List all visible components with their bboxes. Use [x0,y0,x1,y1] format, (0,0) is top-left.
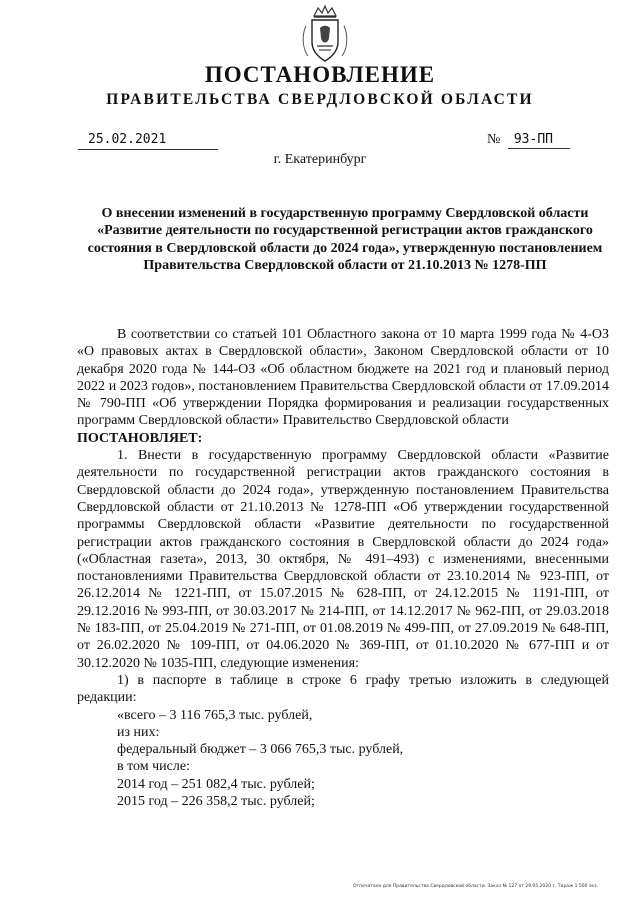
quoted-line: 2015 год – 226 358,2 тыс. рублей; [117,794,315,810]
quoted-line: из них: [117,724,160,740]
page-title: ПОСТАНОВЛЕНИЕ [204,62,436,87]
issuing-authority: ПРАВИТЕЛЬСТВА СВЕРДЛОВСКОЙ ОБЛАСТИ [106,91,534,108]
city: г. Екатеринбург [273,152,367,167]
resolves-heading: ПОСТАНОВЛЯЕТ: [77,430,203,446]
quoted-line: 2014 год – 251 082,4 тыс. рублей; [117,776,315,792]
subitem-1-paragraph: 1) в паспорте в таблице в строке 6 графу третью изложить в следующей редакции: [77,672,609,706]
document-title: О внесении изменений в государственную программу Свердловской области «Развитие деятельности по государственной регистрации актов гражданского состояния в Свердловской области до 2024 года», утвержденную постановлением Правительства Свердловской области от 21.10.2013 № 1278-ПП [87,206,603,273]
number-value: 93-ПП [508,132,570,149]
print-footer: Отпечатано для Правительства Свердловской области. Заказ № 127 от 29.05.2020 г. Тираж 1 500 экз. [353,884,598,889]
preamble-paragraph: В соответствии со статьей 101 Областного закона от 10 марта 1999 года № 4-ОЗ «О правовых актах в Свердловской области», Законом Свердловской области от 10 декабря 2020 года № 144-ОЗ «Об областном бюджете на 2021 год и плановый период 2022 и 2023 годов», постановлением Правительства Свердловской области от 17.09.2014 № 790-ПП «Об утверждении Порядка формирования и реализации государственных программ Свердловской области» Правительство Свердловской области [77,327,609,429]
document-number [487,132,570,150]
item-1-paragraph: 1. Внести в государственную программу Свердловской области «Развитие деятельности по государственной регистрации актов гражданского состояния в Свердловской области до 2024 года», утвержденную постановлением Правительства Свердловской области от 21.10.2013 № 1278-ПП «Об утверждении государственной программы Свердловской области «Развитие деятельности по государственной регистрации актов гражданского состояния в Свердловской области до 2024 года» («Областная газета», 2013, 30 октября, № 491–493) с изменениями, внесенными постановлениями Правительства Свердловской области от 23.10.2014 № 923-ПП, от 26.12.2014 № 1221-ПП, от 15.07.2015 № 628-ПП, от 24.12.2015 № 1191-ПП, от 29.12.2016 № 993-ПП, от 30.03.2017 № 214-ПП, от 14.12.2017 № 962-ПП, от 29.03.2018 № 183-ПП, от 25.04.2019 № 271-ПП, от 01.08.2019 № 499-ПП, от 27.09.2019 № 648-ПП, от 26.02.2020 № 109-ПП, от 04.06.2020 № 369-ПП, от 01.10.2020 № 677-ПП и от 30.12.2020 № 1035-ПП, следующие изменения: [77,448,609,671]
quoted-line: в том числе: [117,759,190,775]
coat-of-arms-icon [300,4,350,66]
quoted-line: «всего – 3 116 765,3 тыс. рублей, [117,707,313,723]
quoted-line: федеральный бюджет – 3 066 765,3 тыс. рублей, [117,742,404,758]
document-date: 25.02.2021 [78,132,218,150]
number-sign: № [487,132,501,147]
document-body [77,326,609,810]
